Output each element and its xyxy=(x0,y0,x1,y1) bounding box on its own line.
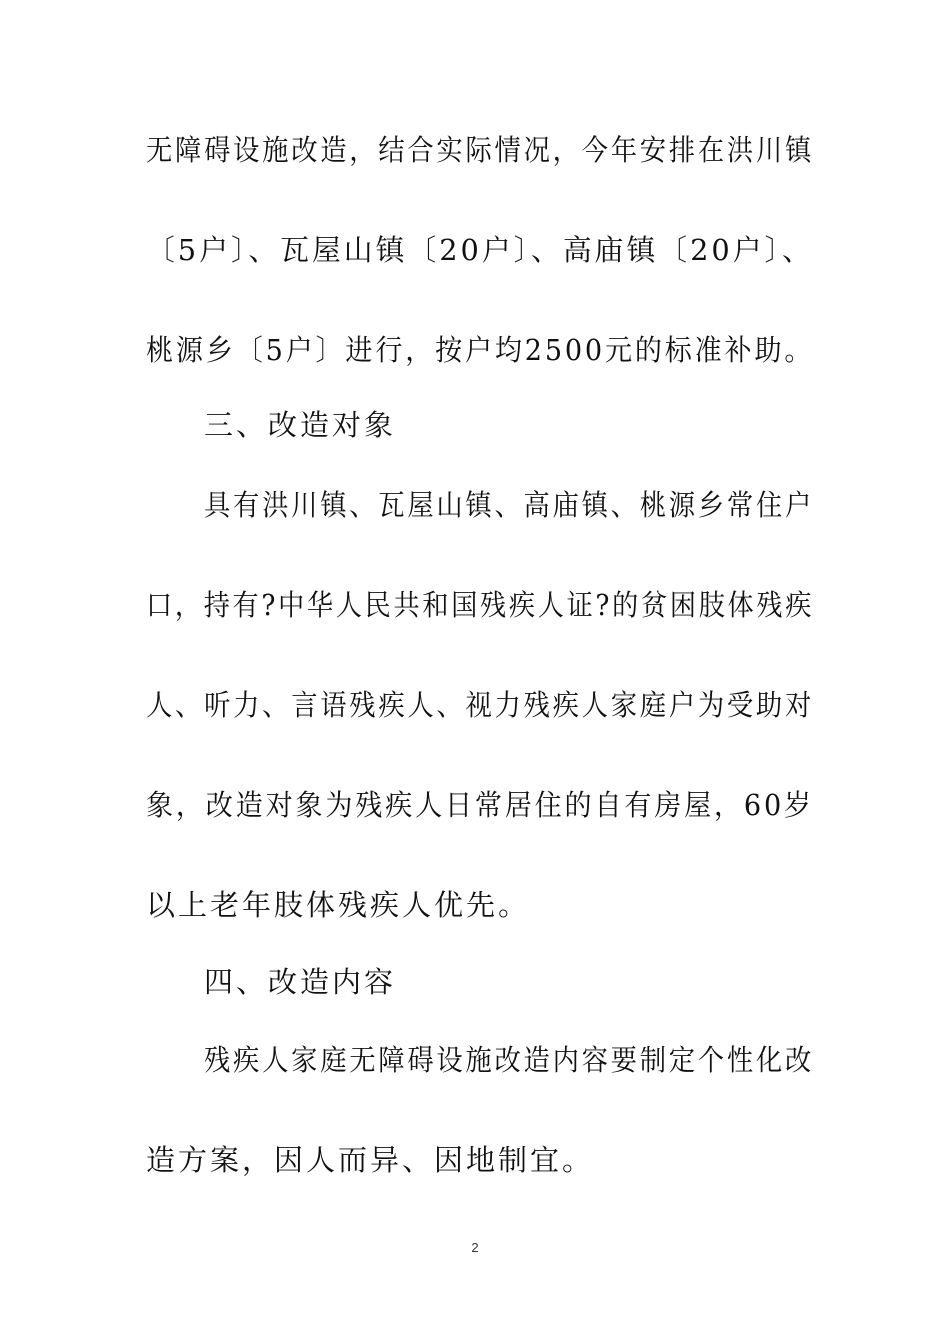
paragraph-line: 残疾人家庭无障碍设施改造内容要制定个性化改 xyxy=(204,1043,815,1077)
section-heading: 三、改造对象 xyxy=(204,408,397,442)
paragraph-line: 具有洪川镇、瓦屋山镇、高庙镇、桃源乡常住户 xyxy=(204,488,815,522)
section-heading: 四、改造内容 xyxy=(204,965,397,999)
paragraph-line: 口，持有?中华人民共和国残疾人证?的贫困肢体残疾 xyxy=(146,588,815,622)
paragraph-line: 桃源乡〔5户〕进行，按户均2500元的标准补助。 xyxy=(146,333,815,367)
page-number: 2 xyxy=(471,1240,479,1255)
paragraph-line: 〔5户〕、瓦屋山镇〔20户〕、高庙镇〔20户〕、 xyxy=(146,233,814,267)
paragraph-line: 造方案，因人而异、因地制宜。 xyxy=(146,1143,595,1177)
paragraph-line: 以上老年肢体残疾人优先。 xyxy=(146,888,531,922)
paragraph-line: 象，改造对象为残疾人日常居住的自有房屋，60岁 xyxy=(146,788,814,822)
paragraph-line: 人、听力、言语残疾人、视力残疾人家庭户为受助对 xyxy=(146,688,815,722)
paragraph-line: 无障碍设施改造，结合实际情况，今年安排在洪川镇 xyxy=(146,133,815,167)
